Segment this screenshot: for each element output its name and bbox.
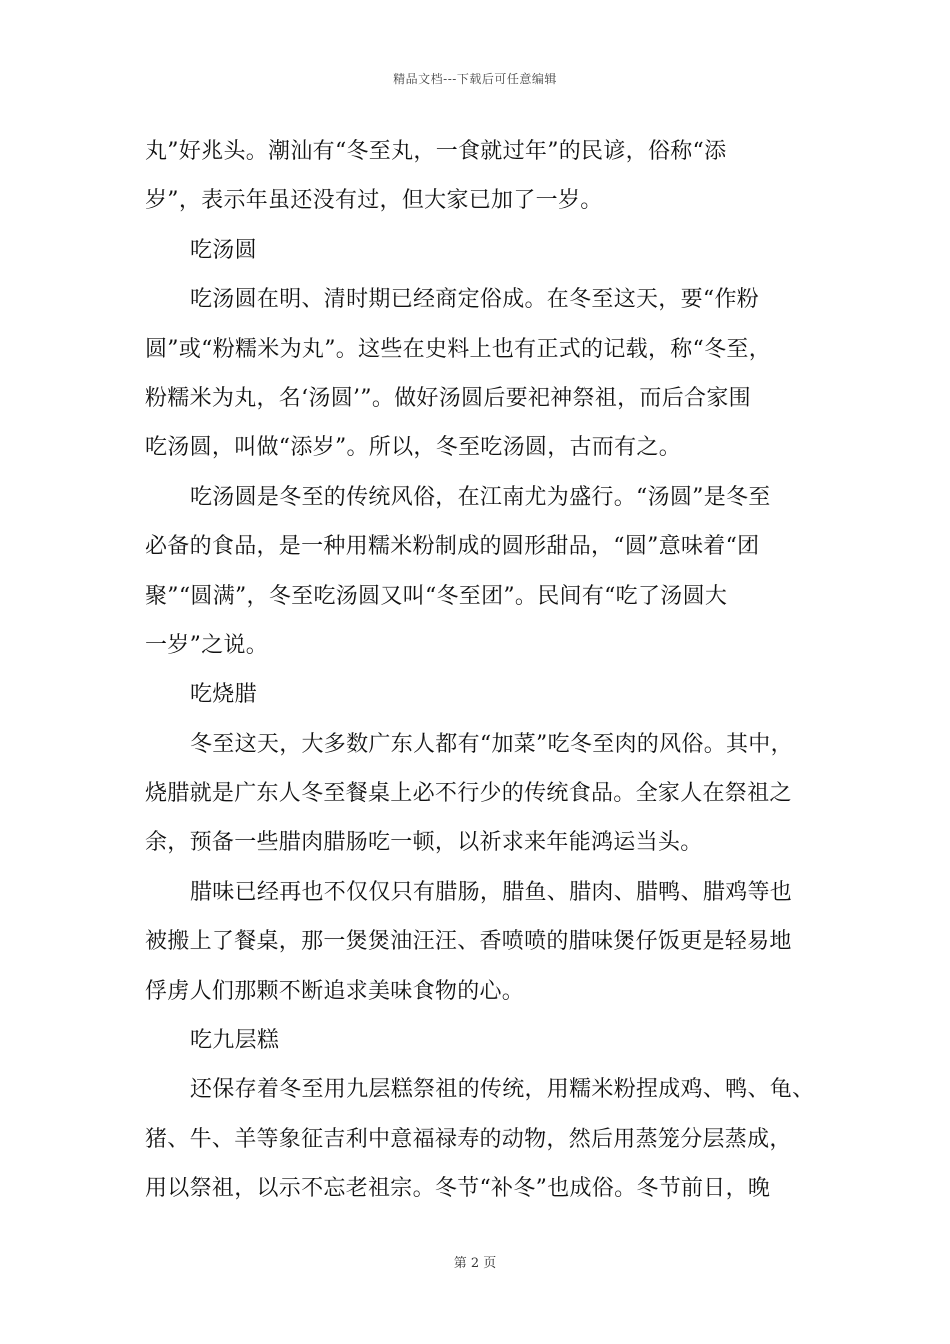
text-line: 冬至这天，大多数广东人都有“加菜”吃冬至肉的风俗。其中， <box>190 731 793 757</box>
text-line: 吃汤圆，叫做“添岁”。所以，冬至吃汤圆，古而有之。 <box>145 435 681 461</box>
text-line: 丸”好兆头。潮汕有“冬至丸，一食就过年”的民谚，俗称“添 <box>145 139 727 164</box>
page-header: 精品文档---下载后可任意编辑 <box>393 72 557 86</box>
section-heading: 吃烧腊 <box>190 682 257 708</box>
text-line: 被搬上了餐桌，那一煲煲油汪汪、香喷喷的腊味煲仔饭更是轻易地 <box>145 929 792 955</box>
text-line: 腊味已经再也不仅仅只有腊肠，腊鱼、腊肉、腊鸭、腊鸡等也 <box>190 879 793 905</box>
document-body <box>145 132 820 1219</box>
text-line: 烧腊就是广东人冬至餐桌上必不行少的传统食品。全家人在祭祖之 <box>145 781 792 807</box>
page-footer: 第 2 页 <box>453 1256 497 1271</box>
text-line: 岁”，表示年虽还没有过，但大家已加了一岁。 <box>145 188 603 214</box>
text-line: 必备的食品，是一种用糯米粉制成的圆形甜品，“圆”意味着“团 <box>145 534 760 560</box>
text-line: 圆”或“粉糯米为丸”。这些在史料上也有正式的记载，称“冬至， <box>145 336 771 362</box>
text-line: 吃汤圆是冬至的传统风俗，在江南尤为盛行。“汤圆”是冬至 <box>190 484 771 510</box>
text-line: 猪、牛、羊等象征吉利中意福禄寿的动物，然后用蒸笼分层蒸成， <box>145 1126 792 1152</box>
text-line: 一岁”之说。 <box>145 632 269 658</box>
text-line: 粉糯米为丸，名‘汤圆’”。做好汤圆后要祀神祭祖，而后合家围 <box>145 385 751 411</box>
text-line: 用以祭祖，以示不忘老祖宗。冬节“补冬”也成俗。冬节前日，晚 <box>145 1176 771 1202</box>
text-line: 吃汤圆在明、清时期已经商定俗成。在冬至这天，要“作粉 <box>190 287 760 313</box>
text-line: 余，预备一些腊肉腊肠吃一顿，以祈求来年能鸿运当头。 <box>145 830 703 856</box>
text-line: 俘虏人们那颗不断追求美味食物的心。 <box>145 978 525 1004</box>
text-line: 聚”“圆满”，冬至吃汤圆又叫“冬至团”。民间有“吃了汤圆大 <box>145 583 728 609</box>
section-heading: 吃九层糕 <box>190 1028 280 1054</box>
section-heading: 吃汤圆 <box>190 237 257 263</box>
text-line: 还保存着冬至用九层糕祭祖的传统，用糯米粉捏成鸡、鸭、龟、 <box>190 1077 815 1103</box>
